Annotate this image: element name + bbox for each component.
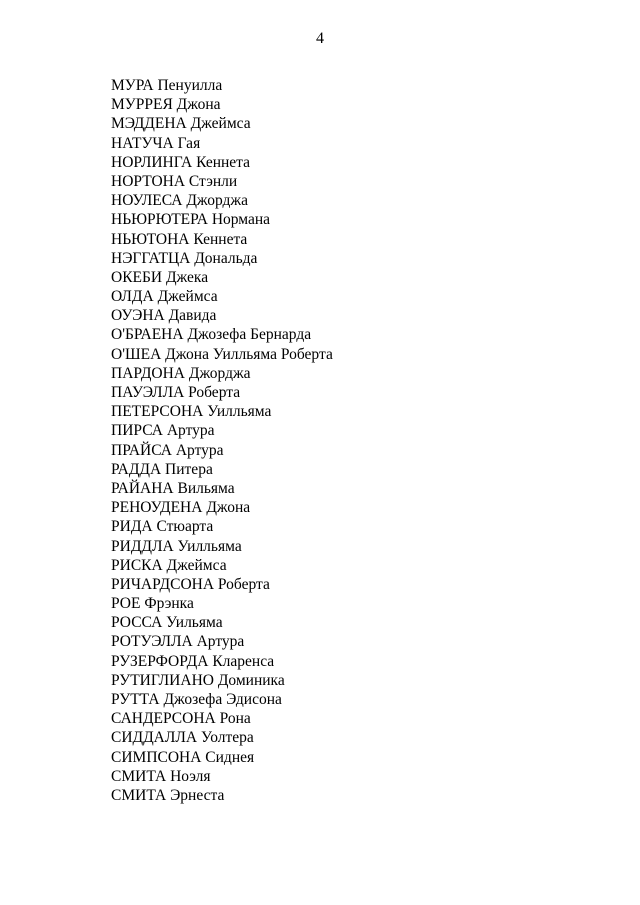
list-item: СМИТА Ноэля [111,767,211,785]
list-item: МЭДДЕНА Джеймса [111,115,251,133]
list-item: РАДДА Питера [111,460,213,478]
list-item: НЬЮТОНА Кеннета [111,230,248,248]
list-item: ПЕТЕРСОНА Уилльяма [111,403,272,421]
list-item: РУТИГЛИАНО Доминика [111,671,285,689]
list-item: РОССА Уильяма [111,614,223,632]
list-item: ПАРДОНА Джорджа [111,364,251,382]
list-item: РУТТА Джозефа Эдисона [111,691,282,708]
list-item: НОУЛЕСА Джорджа [111,192,249,210]
list-item: РОТУЭЛЛА Артура [111,633,245,651]
list-item: РИСКА Джеймса [111,556,227,574]
list-item: РИДА Стюарта [111,518,214,536]
list-item: САНДЕРСОНА Рона [111,710,251,728]
list-item: РАЙАНА Вильяма [111,479,235,497]
list-item: СИДДАЛЛА Уолтера [111,729,254,747]
list-item: О'БРАЕНА Джозефа Бернарда [111,326,312,344]
list-item: О'ШЕА Джона Уилльяма Роберта [111,345,333,363]
list-item: НЬЮРЮТЕРА Нормана [111,211,271,229]
list-item: МУРРЕЯ Джона [111,96,221,114]
list-item: СИМПСОНА Сиднея [111,748,255,766]
name-list [111,76,333,805]
list-item: РОЕ Фрэнка [111,595,194,613]
list-item: ОЛДА Джеймса [111,288,218,306]
list-item: МУРА Пенуилла [111,77,223,94]
list-item: РЕНОУДЕНА Джона [111,499,251,517]
list-item: ОКЕБИ Джека [111,268,209,286]
list-item: СМИТА Эрнеста [111,786,225,804]
list-item: НЭГГАТЦА Дональда [111,249,258,267]
list-item: ПИРСА Артура [111,422,215,440]
list-item: НАТУЧА Гая [111,134,201,152]
page-number: 4 [316,30,324,47]
list-item: РИЧАРДСОНА Роберта [111,575,270,593]
list-item: ПАУЭЛЛА Роберта [111,384,241,401]
list-item: НОРТОНА Стэнли [111,172,238,190]
list-item: РИДДЛА Уилльяма [111,537,242,555]
list-item: ПРАЙСА Артура [111,441,224,459]
list-item: НОРЛИНГА Кеннета [111,153,251,171]
list-item: ОУЭНА Давида [111,307,217,325]
list-item: РУЗЕРФОРДА Кларенса [111,652,275,670]
